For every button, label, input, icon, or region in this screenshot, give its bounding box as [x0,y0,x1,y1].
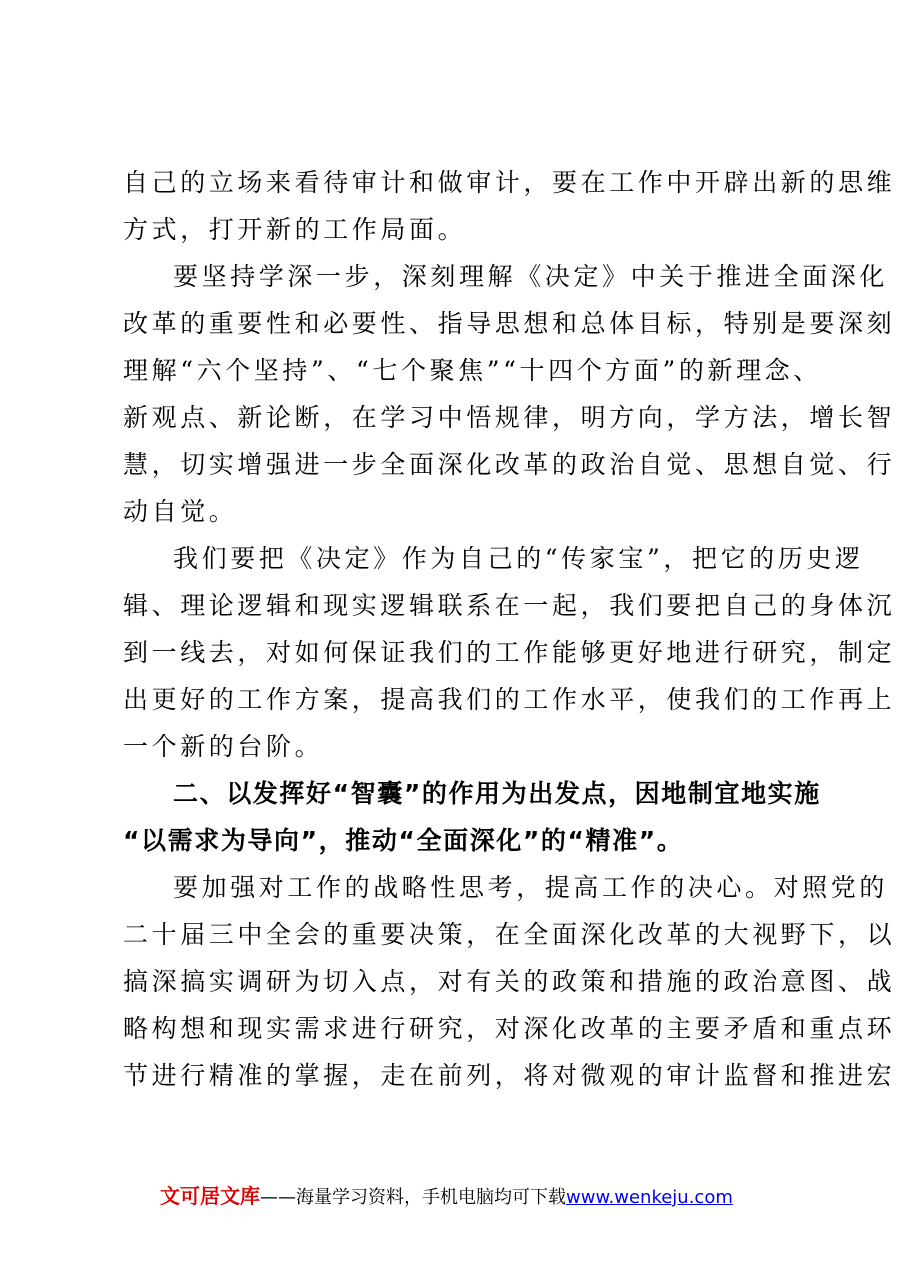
body-line: 出更好的工作方案，提高我们的工作水平，使我们的工作再上 [123,685,896,714]
footer-banner [160,1184,733,1210]
body-line: 搞深搞实调研为切入点，对有关的政策和措施的政治意图、战 [123,967,896,996]
body-line: 略构想和现实需求进行研究，对深化改革的主要矛盾和重点环 [123,1014,896,1043]
body-line: 方式，打开新的工作局面。 [123,215,467,244]
body-line: 到一线去，对如何保证我们的工作能够更好地进行研究，制定 [123,638,896,667]
body-line: 辑、理论逻辑和现实逻辑联系在一起，我们要把自己的身体沉 [123,591,896,620]
body-line: 改革的重要性和必要性、指导思想和总体目标，特别是要深刻 [123,309,896,338]
section-heading-line: 二、以发挥好“智囊”的作用为出发点，因地制宜地实施 [173,779,821,808]
footer-website-link[interactable]: www.wenkeju.com [566,1187,733,1208]
paragraph-start-line: 我们要把《决定》作为自己的“传家宝”，把它的历史逻 [173,544,864,573]
body-line: 自己的立场来看待审计和做审计，要在工作中开辟出新的思维 [123,168,896,197]
paragraph-start-line: 要加强对工作的战略性思考，提高工作的决心。对照党的 [173,873,889,902]
body-line: 一个新的台阶。 [123,732,324,761]
body-line: 动自觉。 [123,497,238,526]
body-line: 二十届三中全会的重要决策，在全面深化改革的大视野下，以 [123,920,896,949]
body-line: 慧，切实增强进一步全面深化改革的政治自觉、思想自觉、行 [123,450,896,479]
body-line: 节进行精准的掌握，走在前列，将对微观的审计监督和推进宏 [123,1061,896,1090]
footer-tagline: ——海量学习资料，手机电脑均可下载 [260,1187,566,1208]
body-line: 理解“六个坚持”、“七个聚焦”“十四个方面”的新理念、 [123,356,822,385]
body-line: 新观点、新论断，在学习中悟规律，明方向，学方法，增长智 [123,403,896,432]
paragraph-start-line: 要坚持学深一步，深刻理解《决定》中关于推进全面深化 [173,262,889,291]
footer-brand: 文可居文库 [160,1184,260,1208]
section-heading-line: “以需求为导向”，推动“全面深化”的“精准”。 [123,826,684,855]
